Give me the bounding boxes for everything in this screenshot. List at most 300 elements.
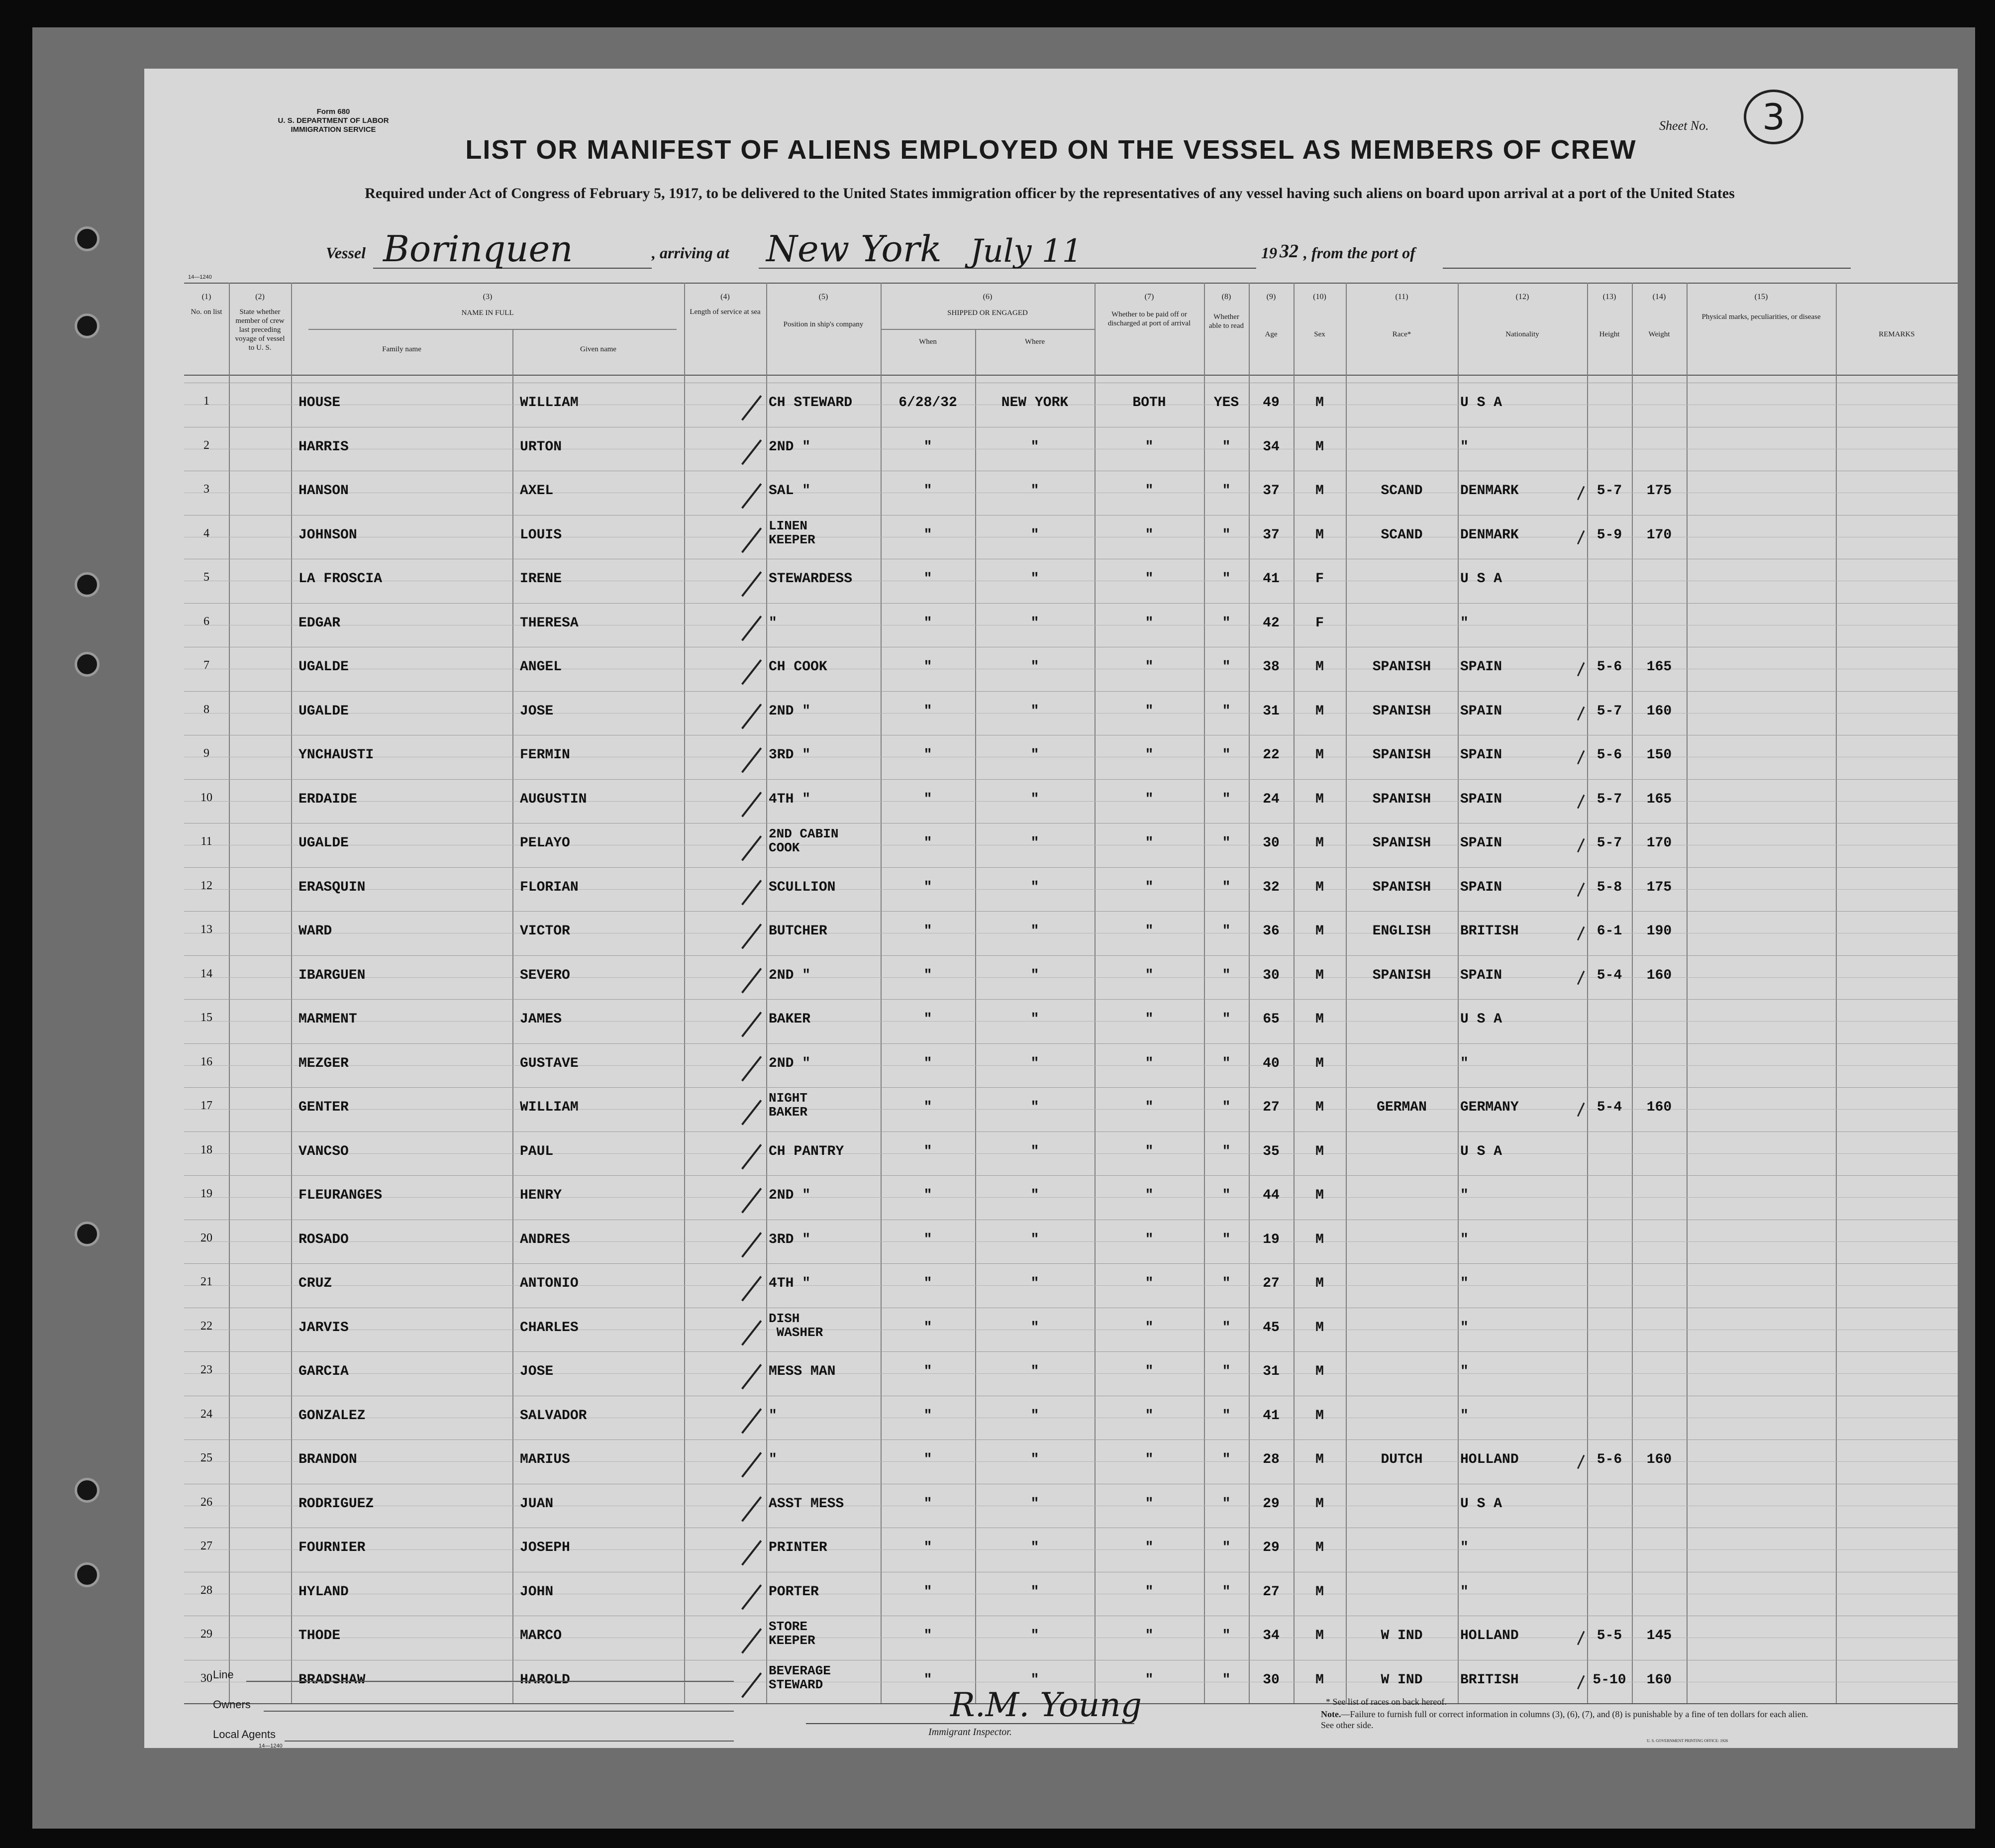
cell-age: 30 <box>1263 1672 1280 1688</box>
cell-age: 34 <box>1263 439 1280 455</box>
cell-given: VICTOR <box>520 924 570 939</box>
cell-paid: " <box>1145 1188 1154 1203</box>
row-number: 29 <box>200 1628 212 1641</box>
cell-family: YNCHAUSTI <box>299 747 374 763</box>
cell-nationality: " <box>1460 1540 1469 1555</box>
cell-where: " <box>1030 747 1039 763</box>
cell-where: " <box>1030 1628 1039 1643</box>
cell-when: " <box>923 1100 932 1115</box>
cell-read: " <box>1222 1452 1231 1467</box>
check-mark <box>741 527 762 553</box>
cell-paid: " <box>1145 439 1154 455</box>
cell-nationality: SPAIN <box>1460 879 1502 895</box>
table-row <box>184 869 1958 914</box>
column-header: Position in ship's company <box>783 320 864 328</box>
cell-age: 40 <box>1263 1055 1280 1071</box>
cell-given: JOSE <box>520 1364 554 1379</box>
cell-sex: M <box>1315 1452 1324 1467</box>
table-row <box>184 1222 1958 1266</box>
cell-sex: M <box>1315 483 1324 499</box>
cell-read: " <box>1222 1055 1231 1071</box>
cell-when: " <box>923 483 932 499</box>
table-row <box>184 1398 1958 1442</box>
cell-height: 5-7 <box>1596 791 1622 807</box>
races-note: * See list of races on back hereof. <box>1326 1697 1447 1707</box>
table-row <box>184 1574 1958 1618</box>
cell-when: " <box>923 1496 932 1512</box>
check-mark <box>741 968 762 993</box>
cell-read: " <box>1222 924 1231 939</box>
cell-family: BRANDON <box>299 1452 357 1467</box>
cell-paid: " <box>1145 1232 1154 1247</box>
cell-weight: 170 <box>1646 835 1672 851</box>
cell-age: 42 <box>1263 615 1280 631</box>
cell-nationality: " <box>1460 615 1469 631</box>
cell-given: SALVADOR <box>520 1408 587 1424</box>
cell-where: " <box>1030 1055 1039 1071</box>
cell-family: JARVIS <box>299 1320 349 1335</box>
row-number: 8 <box>203 703 209 716</box>
cell-read: " <box>1222 1188 1231 1203</box>
table-row <box>184 1265 1958 1310</box>
cell-height: 5-4 <box>1596 1100 1622 1115</box>
group-divider <box>308 329 677 330</box>
cell-position: STORE KEEPER <box>769 1619 815 1648</box>
column-number: (9) <box>1266 293 1276 301</box>
cell-race: SPANISH <box>1372 967 1431 983</box>
cell-where: " <box>1030 1496 1039 1512</box>
cell-given: LOUIS <box>520 527 562 543</box>
cell-when: " <box>923 571 932 587</box>
check-mark <box>741 1144 762 1169</box>
column-header: Height <box>1599 330 1620 338</box>
cell-position: NIGHT BAKER <box>769 1091 808 1120</box>
check-mark <box>741 1276 762 1301</box>
cell-where: " <box>1030 703 1039 719</box>
vessel-name-handwritten: Borinquen <box>383 228 573 270</box>
cell-read: " <box>1222 527 1231 543</box>
cell-read: " <box>1222 1143 1231 1159</box>
year-prefix: 19 <box>1261 244 1277 262</box>
cell-given: WILLIAM <box>520 1100 579 1115</box>
table-row <box>184 385 1958 429</box>
year-value-handwritten: 32 <box>1280 241 1298 262</box>
cell-family: GARCIA <box>299 1364 349 1379</box>
cell-when: " <box>923 1584 932 1600</box>
check-mark <box>741 1188 762 1213</box>
column-header: Race* <box>1392 330 1411 338</box>
owners-underline <box>264 1711 734 1712</box>
cell-sex: M <box>1315 1672 1324 1688</box>
cell-family: ERDAIDE <box>299 791 357 807</box>
cell-when: " <box>923 1628 932 1643</box>
cell-when: " <box>923 615 932 631</box>
table-row <box>184 605 1958 649</box>
cell-family: GENTER <box>299 1100 349 1115</box>
cell-position: BEVERAGE STEWARD <box>769 1663 831 1692</box>
document-subtitle: Required under Act of Congress of February 5, 1917, to be delivered to the United States immigration officer by the representatives of any vessel having such aliens on board upon arrival at a port of the United States <box>365 185 1735 202</box>
penalty-note <box>1321 1709 1808 1731</box>
cell-where: " <box>1030 439 1039 455</box>
column-number: (5) <box>818 293 828 301</box>
cell-where: " <box>1030 967 1039 983</box>
cell-family: GONZALEZ <box>299 1408 366 1424</box>
table-row <box>184 913 1958 957</box>
row-number: 26 <box>200 1495 212 1509</box>
cell-when: " <box>923 1540 932 1555</box>
cell-sex: M <box>1315 1540 1324 1555</box>
cell-given: PAUL <box>520 1143 554 1159</box>
cell-sex: F <box>1315 615 1324 631</box>
cell-when: " <box>923 1276 932 1291</box>
cell-paid: " <box>1145 1452 1154 1467</box>
cell-when: " <box>923 879 932 895</box>
column-number: (2) <box>255 293 265 301</box>
check-mark <box>741 1320 762 1345</box>
column-header: Whether able to read <box>1209 313 1244 330</box>
arriving-label: , arriving at <box>652 244 729 262</box>
cell-family: MARMENT <box>299 1012 357 1027</box>
row-number: 24 <box>200 1407 212 1421</box>
cell-where: " <box>1030 1100 1039 1115</box>
arrival-date-handwritten: July 11 <box>970 233 1083 270</box>
cell-paid: " <box>1145 747 1154 763</box>
manifest-sheet <box>144 69 1958 1748</box>
cell-given: WILLIAM <box>520 395 579 411</box>
cell-position: BUTCHER <box>769 924 827 939</box>
binder-hole <box>75 226 100 251</box>
cell-paid: " <box>1145 924 1154 939</box>
row-number: 17 <box>200 1099 212 1112</box>
cell-when: " <box>923 439 932 455</box>
cell-height: 6-1 <box>1596 924 1622 939</box>
binder-hole <box>75 313 100 338</box>
cell-paid: " <box>1145 1672 1154 1688</box>
cell-read: " <box>1222 483 1231 499</box>
cell-position: 2ND " <box>769 703 811 719</box>
row-number: 14 <box>200 967 212 980</box>
printing-office: U. S. GOVERNMENT PRINTING OFFICE: 1926 <box>1647 1739 1728 1743</box>
form-service: IMMIGRATION SERVICE <box>291 125 376 134</box>
cell-where: " <box>1030 659 1039 675</box>
cell-position: LINEN KEEPER <box>769 518 815 547</box>
table-row <box>184 693 1958 737</box>
cell-sex: M <box>1315 1496 1324 1512</box>
check-mark <box>741 1100 762 1125</box>
cell-read: " <box>1222 967 1231 983</box>
cell-read: " <box>1222 1408 1231 1424</box>
document-title: LIST OR MANIFEST OF ALIENS EMPLOYED ON THE VESSEL AS MEMBERS OF CREW <box>465 135 1637 165</box>
cell-nationality: " <box>1460 1320 1469 1335</box>
cell-when: " <box>923 924 932 939</box>
cell-weight: 145 <box>1646 1628 1672 1643</box>
cell-paid: " <box>1145 1540 1154 1555</box>
cell-weight: 170 <box>1646 527 1672 543</box>
cell-weight: 190 <box>1646 924 1672 939</box>
cell-given: THERESA <box>520 615 579 631</box>
table-row <box>184 517 1958 561</box>
cell-read: " <box>1222 615 1231 631</box>
cell-family: HANSON <box>299 483 349 499</box>
cell-family: JOHNSON <box>299 527 357 543</box>
cell-paid: " <box>1145 1320 1154 1335</box>
cell-read: YES <box>1213 395 1239 411</box>
table-row <box>184 737 1958 781</box>
cell-family: LA FROSCIA <box>299 571 383 587</box>
cell-nationality: " <box>1460 1408 1469 1424</box>
cell-given: JOSEPH <box>520 1540 570 1555</box>
cell-sex: M <box>1315 1584 1324 1600</box>
cell-age: 27 <box>1263 1584 1280 1600</box>
cell-sex: M <box>1315 1276 1324 1291</box>
row-number: 3 <box>203 483 209 496</box>
cell-family: FOURNIER <box>299 1540 366 1555</box>
cell-given: JUAN <box>520 1496 554 1512</box>
cell-when: " <box>923 659 932 675</box>
owners-label: Owners <box>213 1698 251 1711</box>
cell-age: 19 <box>1263 1232 1280 1247</box>
cell-paid: " <box>1145 1100 1154 1115</box>
column-header: Family name <box>382 345 421 353</box>
cell-where: NEW YORK <box>1001 395 1069 411</box>
cell-given: SEVERO <box>520 967 570 983</box>
cell-paid: " <box>1145 1628 1154 1643</box>
cell-nationality: DENMARK <box>1460 527 1519 543</box>
cell-given: ANGEL <box>520 659 562 675</box>
cell-paid: " <box>1145 483 1154 499</box>
row-number: 25 <box>200 1451 212 1464</box>
cell-position: 2ND " <box>769 1188 811 1203</box>
table-top-border <box>184 283 1958 284</box>
cell-given: MARIUS <box>520 1452 570 1467</box>
column-header: Age <box>1265 330 1278 338</box>
cell-height: 5-6 <box>1596 659 1622 675</box>
cell-where: " <box>1030 1584 1039 1600</box>
column-number: (11) <box>1395 293 1408 301</box>
table-row <box>184 1618 1958 1662</box>
table-row <box>184 1001 1958 1045</box>
binder-hole <box>75 1478 100 1503</box>
sheet-number-value: 3 <box>1762 96 1785 138</box>
cell-age: 31 <box>1263 703 1280 719</box>
cell-where: " <box>1030 1188 1039 1203</box>
cell-read: " <box>1222 835 1231 851</box>
cell-position: PRINTER <box>769 1540 827 1555</box>
cell-paid: " <box>1145 1055 1154 1071</box>
row-number: 13 <box>200 923 212 936</box>
cell-given: ANTONIO <box>520 1276 579 1291</box>
cell-sex: M <box>1315 747 1324 763</box>
row-number: 11 <box>200 835 212 848</box>
local-agents-label: Local Agents <box>213 1728 276 1741</box>
cell-position: DISH WASHER <box>769 1311 823 1340</box>
local-agents-underline <box>285 1741 734 1742</box>
row-number: 15 <box>200 1011 212 1024</box>
cell-nationality: U S A <box>1460 571 1502 587</box>
cell-sex: M <box>1315 659 1324 675</box>
cell-weight: 165 <box>1646 791 1672 807</box>
column-header: Weight <box>1648 330 1670 338</box>
cell-family: VANCSO <box>299 1143 349 1159</box>
cell-position: " <box>769 615 777 631</box>
table-row <box>184 1310 1958 1354</box>
cell-family: HARRIS <box>299 439 349 455</box>
cell-sex: M <box>1315 1100 1324 1115</box>
table-row <box>184 1177 1958 1222</box>
cell-nationality: U S A <box>1460 1012 1502 1027</box>
cell-age: 41 <box>1263 571 1280 587</box>
cell-position: 4TH " <box>769 791 811 807</box>
cell-age: 22 <box>1263 747 1280 763</box>
cell-paid: " <box>1145 1496 1154 1512</box>
row-number: 12 <box>200 879 212 892</box>
cell-sex: M <box>1315 1320 1324 1335</box>
cell-age: 35 <box>1263 1143 1280 1159</box>
cell-age: 37 <box>1263 527 1280 543</box>
check-mark <box>741 1408 762 1434</box>
cell-read: " <box>1222 439 1231 455</box>
cell-weight: 160 <box>1646 703 1672 719</box>
cell-where: " <box>1030 924 1039 939</box>
row-number: 6 <box>203 615 209 628</box>
cell-family: UGALDE <box>299 835 349 851</box>
binder-hole <box>75 1562 100 1587</box>
cell-position: 2ND " <box>769 967 811 983</box>
cell-age: 65 <box>1263 1012 1280 1027</box>
table-row <box>184 825 1958 869</box>
row-number: 4 <box>203 526 209 540</box>
cell-nationality: " <box>1460 1188 1469 1203</box>
cell-weight: 175 <box>1646 483 1672 499</box>
table-row <box>184 1530 1958 1574</box>
cell-nationality: HOLLAND <box>1460 1628 1519 1643</box>
cell-given: JOSE <box>520 703 554 719</box>
cell-where: " <box>1030 1672 1039 1688</box>
cell-where: " <box>1030 571 1039 587</box>
cell-position: MESS MAN <box>769 1364 836 1379</box>
table-row <box>184 1441 1958 1486</box>
cell-paid: " <box>1145 1408 1154 1424</box>
cell-position: ASST MESS <box>769 1496 844 1512</box>
cell-given: URTON <box>520 439 562 455</box>
cell-given: FERMIN <box>520 747 570 763</box>
cell-read: " <box>1222 879 1231 895</box>
check-mark <box>741 1496 762 1522</box>
cell-paid: " <box>1145 1012 1154 1027</box>
cell-weight: 160 <box>1646 967 1672 983</box>
cell-nationality: BRITISH <box>1460 924 1519 939</box>
cell-position: CH PANTRY <box>769 1143 844 1159</box>
cell-position: PORTER <box>769 1584 819 1600</box>
column-number: (12) <box>1515 293 1529 301</box>
column-number: (13) <box>1602 293 1616 301</box>
cell-position: 3RD " <box>769 1232 811 1247</box>
cell-age: 49 <box>1263 395 1280 411</box>
cell-weight: 165 <box>1646 659 1672 675</box>
cell-position: 2ND " <box>769 1055 811 1071</box>
cell-read: " <box>1222 1540 1231 1555</box>
column-header: Physical marks, peculiarities, or disease <box>1701 313 1821 321</box>
cell-where: " <box>1030 1540 1039 1555</box>
cell-read: " <box>1222 1276 1231 1291</box>
inspector-underline <box>806 1723 1134 1724</box>
column-header: SHIPPED OR ENGAGED <box>947 309 1028 317</box>
column-number: (4) <box>720 293 730 301</box>
cell-where: " <box>1030 1452 1039 1467</box>
column-header: Nationality <box>1505 330 1539 338</box>
cell-given: PELAYO <box>520 835 570 851</box>
cell-race: SPANISH <box>1372 835 1431 851</box>
cell-sex: M <box>1315 924 1324 939</box>
column-number: (14) <box>1652 293 1666 301</box>
cell-given: HENRY <box>520 1188 562 1203</box>
cell-paid: " <box>1145 1364 1154 1379</box>
cell-age: 30 <box>1263 967 1280 983</box>
cell-height: 5-7 <box>1596 703 1622 719</box>
cell-nationality: " <box>1460 1276 1469 1291</box>
cell-family: ROSADO <box>299 1232 349 1247</box>
cell-given: CHARLES <box>520 1320 579 1335</box>
cell-given: ANDRES <box>520 1232 570 1247</box>
cell-given: FLORIAN <box>520 879 579 895</box>
cell-age: 45 <box>1263 1320 1280 1335</box>
cell-age: 29 <box>1263 1496 1280 1512</box>
inspector-signature: R.M. Young <box>950 1686 1142 1724</box>
cell-given: HAROLD <box>520 1672 570 1688</box>
cell-given: IRENE <box>520 571 562 587</box>
cell-position: SAL " <box>769 483 811 499</box>
cell-height: 5-4 <box>1596 967 1622 983</box>
check-mark <box>741 1364 762 1389</box>
column-header: State whether member of crew last preceding voyage of vessel to U. S. <box>235 308 285 352</box>
cell-age: 30 <box>1263 835 1280 851</box>
row-number: 9 <box>203 747 209 760</box>
table-row <box>184 1353 1958 1398</box>
row-number: 19 <box>200 1187 212 1200</box>
cell-read: " <box>1222 703 1231 719</box>
cell-sex: M <box>1315 395 1324 411</box>
cell-position: 4TH " <box>769 1276 811 1291</box>
cell-family: MEZGER <box>299 1055 349 1071</box>
row-number: 23 <box>200 1363 212 1376</box>
cell-paid: " <box>1145 1143 1154 1159</box>
cell-sex: M <box>1315 1188 1324 1203</box>
cell-given: AUGUSTIN <box>520 791 587 807</box>
cell-read: " <box>1222 1628 1231 1643</box>
cell-race: SPANISH <box>1372 747 1431 763</box>
cell-sex: M <box>1315 1143 1324 1159</box>
row-number: 10 <box>200 791 212 804</box>
table-row <box>184 957 1958 1002</box>
cell-sex: M <box>1315 703 1324 719</box>
cell-paid: " <box>1145 835 1154 851</box>
cell-nationality: HOLLAND <box>1460 1452 1519 1467</box>
cell-when: " <box>923 1364 932 1379</box>
cell-when: " <box>923 1188 932 1203</box>
cell-position: 2ND CABIN COOK <box>769 826 839 855</box>
sheet-number-label: Sheet No. <box>1659 118 1709 133</box>
cell-read: " <box>1222 1232 1231 1247</box>
cell-when: " <box>923 1672 932 1688</box>
check-mark <box>741 704 762 729</box>
cell-when: 6/28/32 <box>898 395 957 411</box>
cell-read: " <box>1222 1012 1231 1027</box>
cell-family: UGALDE <box>299 659 349 675</box>
column-header: When <box>919 338 937 346</box>
check-mark <box>741 1012 762 1037</box>
row-number: 5 <box>203 571 209 584</box>
cell-age: 31 <box>1263 1364 1280 1379</box>
